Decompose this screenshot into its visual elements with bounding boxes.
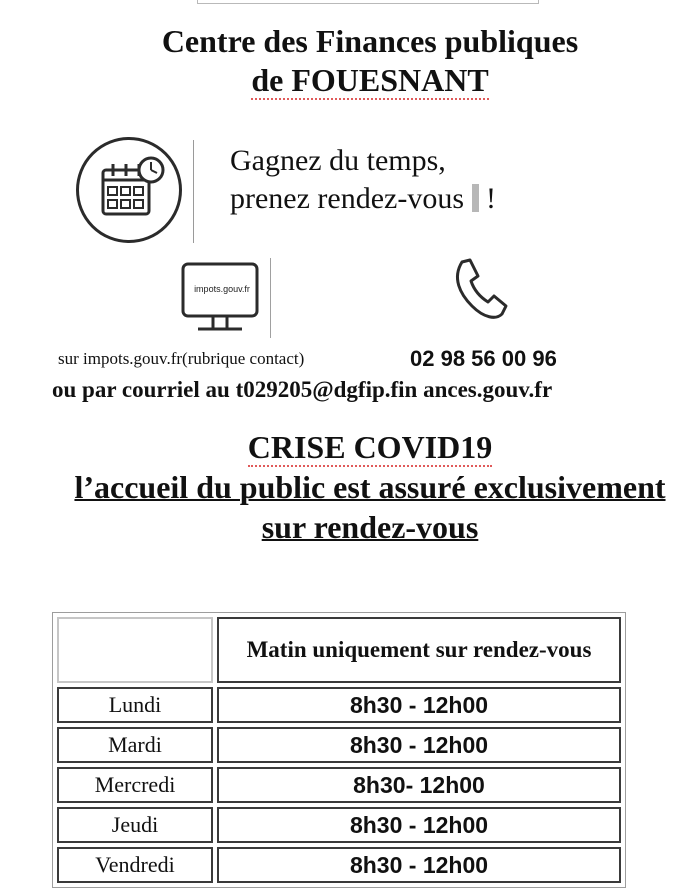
schedule-header-cell: Matin uniquement sur rendez-vous	[217, 617, 621, 683]
schedule-day: Mercredi	[57, 767, 213, 803]
promo-line1: Gagnez du temps,	[230, 144, 446, 177]
schedule-hours: 8h30- 12h00	[217, 767, 621, 803]
phone-icon	[448, 256, 508, 327]
text-cursor	[472, 184, 479, 212]
schedule-row	[57, 847, 621, 883]
schedule-row	[57, 687, 621, 723]
notice-line2: l’accueil du public est assuré exclusivement	[74, 469, 666, 505]
computer-monitor-icon	[178, 258, 271, 338]
schedule-header-empty-cell	[57, 617, 213, 683]
schedule-header-row	[57, 617, 621, 683]
schedule-hours: 8h30 - 12h00	[217, 847, 621, 883]
contact-mail: ou par courriel au t029205@dgfip.fin ances.gouv.fr	[52, 377, 553, 402]
schedule-day: Lundi	[57, 687, 213, 723]
schedule-row	[57, 807, 621, 843]
top-page-frame	[197, 0, 539, 4]
calendar-clock-icon	[76, 137, 182, 243]
schedule-hours: 8h30 - 12h00	[217, 807, 621, 843]
contact-phone: 02 98 56 00 96	[410, 346, 557, 371]
contact-web: sur impots.gouv.fr(rubrique contact)	[58, 349, 305, 368]
promo-text	[230, 142, 496, 218]
schedule-day: Vendredi	[57, 847, 213, 883]
page-title-line1: Centre des Finances publiques	[161, 23, 579, 59]
schedule-day: Mardi	[57, 727, 213, 763]
promo-line2: prenez rendez-vous !	[230, 182, 497, 215]
schedule-hours: 8h30 - 12h00	[217, 687, 621, 723]
divider	[193, 140, 194, 243]
schedule-day: Jeudi	[57, 807, 213, 843]
schedule-table	[52, 612, 626, 888]
schedule-row	[57, 767, 621, 803]
monitor-screen-text: impots.gouv.fr	[194, 284, 250, 294]
schedule-row	[57, 727, 621, 763]
schedule-hours: 8h30 - 12h00	[217, 727, 621, 763]
notice-line3: sur rendez-vous	[261, 509, 479, 545]
page-title-line2: de FOUESNANT	[251, 62, 489, 98]
notice-title: CRISE COVID19	[247, 429, 493, 465]
